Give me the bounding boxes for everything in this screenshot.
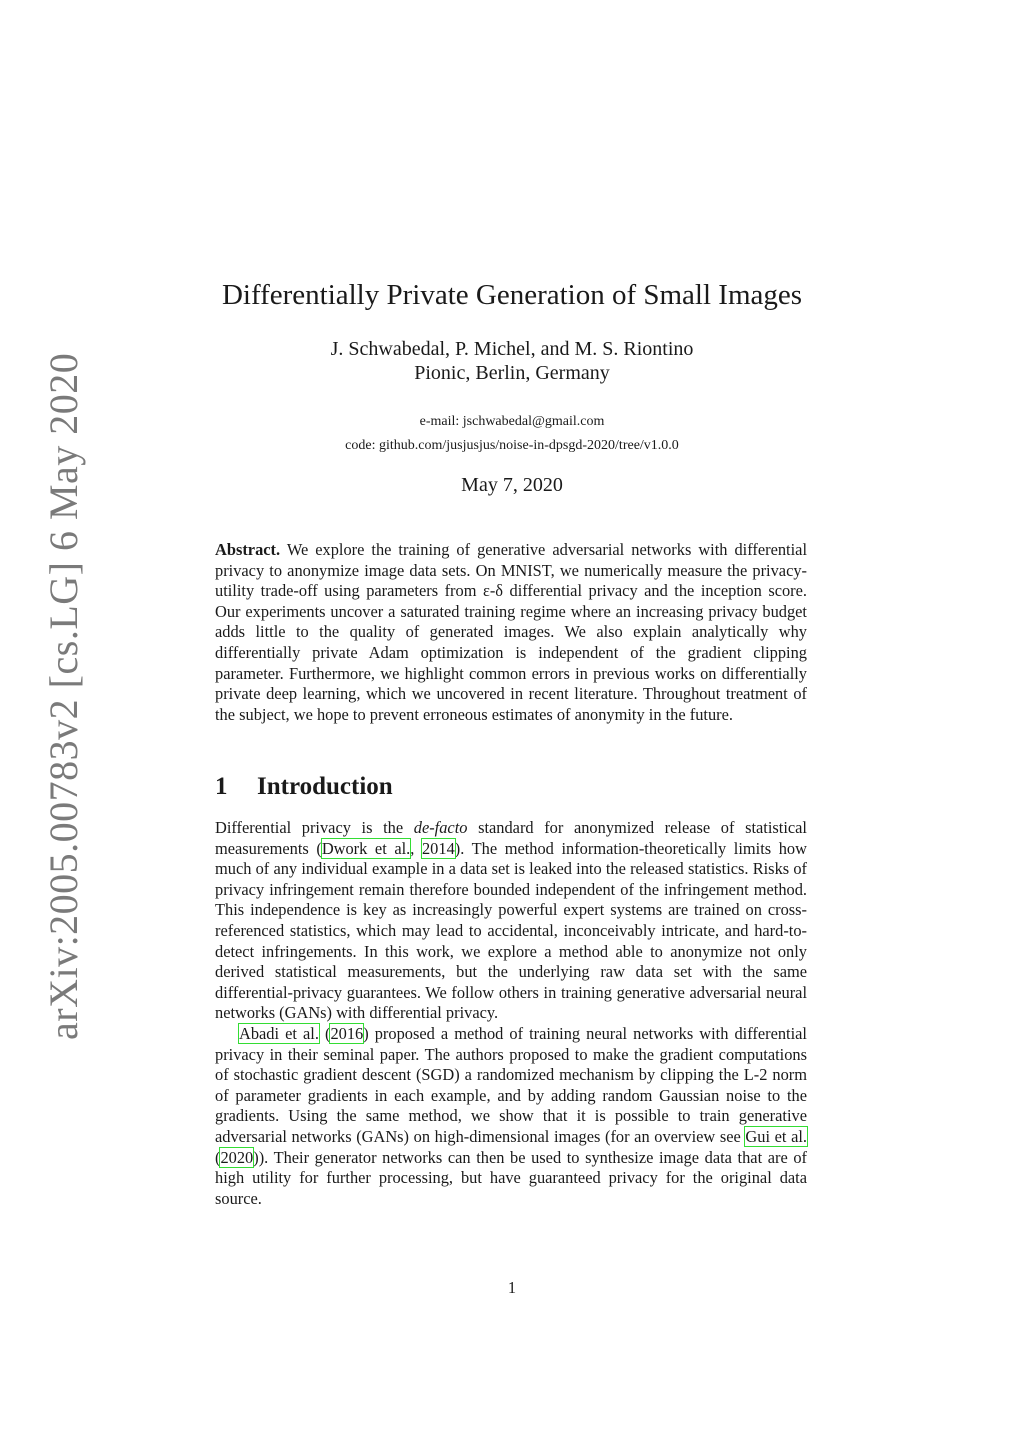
affiliation: Pionic, Berlin, Germany bbox=[414, 362, 610, 384]
arxiv-stamp: arXiv:2005.00783v2 [cs.LG] 6 May 2020 bbox=[41, 352, 86, 1040]
para2-text-1: ( bbox=[318, 1023, 331, 1043]
para1-emphasis: de-facto bbox=[413, 818, 468, 837]
para1-text-3: , bbox=[410, 838, 422, 858]
para2-text-3: ( bbox=[215, 1147, 221, 1167]
para1-text-2: standard for anonymized release of statistical measurements ( bbox=[215, 818, 807, 858]
email-line: e-mail: jschwabedal@gmail.com bbox=[419, 414, 605, 429]
page-number: 1 bbox=[507, 1278, 517, 1297]
citation-dwork-author[interactable]: Dwork et al. bbox=[321, 838, 411, 858]
citation-dwork-year[interactable]: 2014 bbox=[421, 838, 455, 858]
code-link-line: code: github.com/jusjusjus/noise-in-dpsgd-2020/tree/v1.0.0 bbox=[345, 438, 679, 453]
intro-paragraph-2 bbox=[215, 1024, 807, 1209]
introduction-body bbox=[215, 818, 807, 1209]
citation-abadi-author[interactable]: Abadi et al. bbox=[239, 1023, 319, 1043]
section-heading bbox=[215, 773, 393, 801]
abstract-text: We explore the training of generative adversarial networks with differential privacy to anonymize image data sets. On MNIST, we numerically measure the privacy-utility trade-off using parameters from ε-δ differential privacy and the inception score. Our experiments uncover a saturated training regime where an increasing privacy budget adds little to the quality of generated images. We also explain analytically why differentially private Adam optimization is independent of the gradient clipping parameter. Furthermore, we highlight common errors in previous works on differentially private deep learning, which we uncovered in recent literature. Throughout treatment of the subject, we hope to prevent erroneous estimates of anonymity in the future. bbox=[215, 540, 807, 724]
para1-text-4: ). The method information-theoretically limits how much of any individual example in a data set is leaked into the released statistics. Risks of privacy infringement remain therefore bounded independent of the infringement method. This independence is key as increasingly powerful expert systems are trained on cross-referenced statistics, which may lead to accidental, inconceivably intricate, and hard-to-detect infringements. In this work, we explore a method able to anonymize not only derived statistical measurements, but the underlying raw data set with the same differential-privacy guarantees. We follow others in training generative adversarial neural networks (GANs) with differential privacy. bbox=[215, 838, 807, 1023]
paper-title: Differentially Private Generation of Small Images bbox=[221, 279, 803, 311]
citation-abadi-year[interactable]: 2016 bbox=[330, 1023, 364, 1043]
citation-gui-year[interactable]: 2020 bbox=[220, 1147, 254, 1167]
section-title: Introduction bbox=[257, 773, 393, 800]
authors: J. Schwabedal, P. Michel, and M. S. Riontino bbox=[330, 338, 694, 360]
intro-paragraph-1 bbox=[215, 818, 807, 1024]
section-number: 1 bbox=[215, 773, 228, 800]
paper-date: May 7, 2020 bbox=[461, 474, 563, 496]
abstract-label: Abstract. bbox=[215, 540, 281, 559]
citation-gui-author[interactable]: Gui et al. bbox=[745, 1126, 807, 1146]
para2-text-2: ) proposed a method of training neural networks with differential privacy in their seminal paper. The authors proposed to make the gradient computations of stochastic gradient descent (SGD) a randomized mechanism by clipping the L-2 norm of parameter gradients in each example, and by adding random Gaussian noise to the gradients. Using the same method, we show that it is possible to train generative adversarial networks (GANs) on high-dimensional images (for an overview see bbox=[215, 1023, 807, 1146]
abstract bbox=[215, 540, 807, 725]
para2-text-4: )). Their generator networks can then be used to synthesize image data that are of high utility for further processing, but have guaranteed privacy for the original data source. bbox=[215, 1147, 807, 1208]
para1-text-1: Differential privacy is the bbox=[215, 818, 414, 837]
